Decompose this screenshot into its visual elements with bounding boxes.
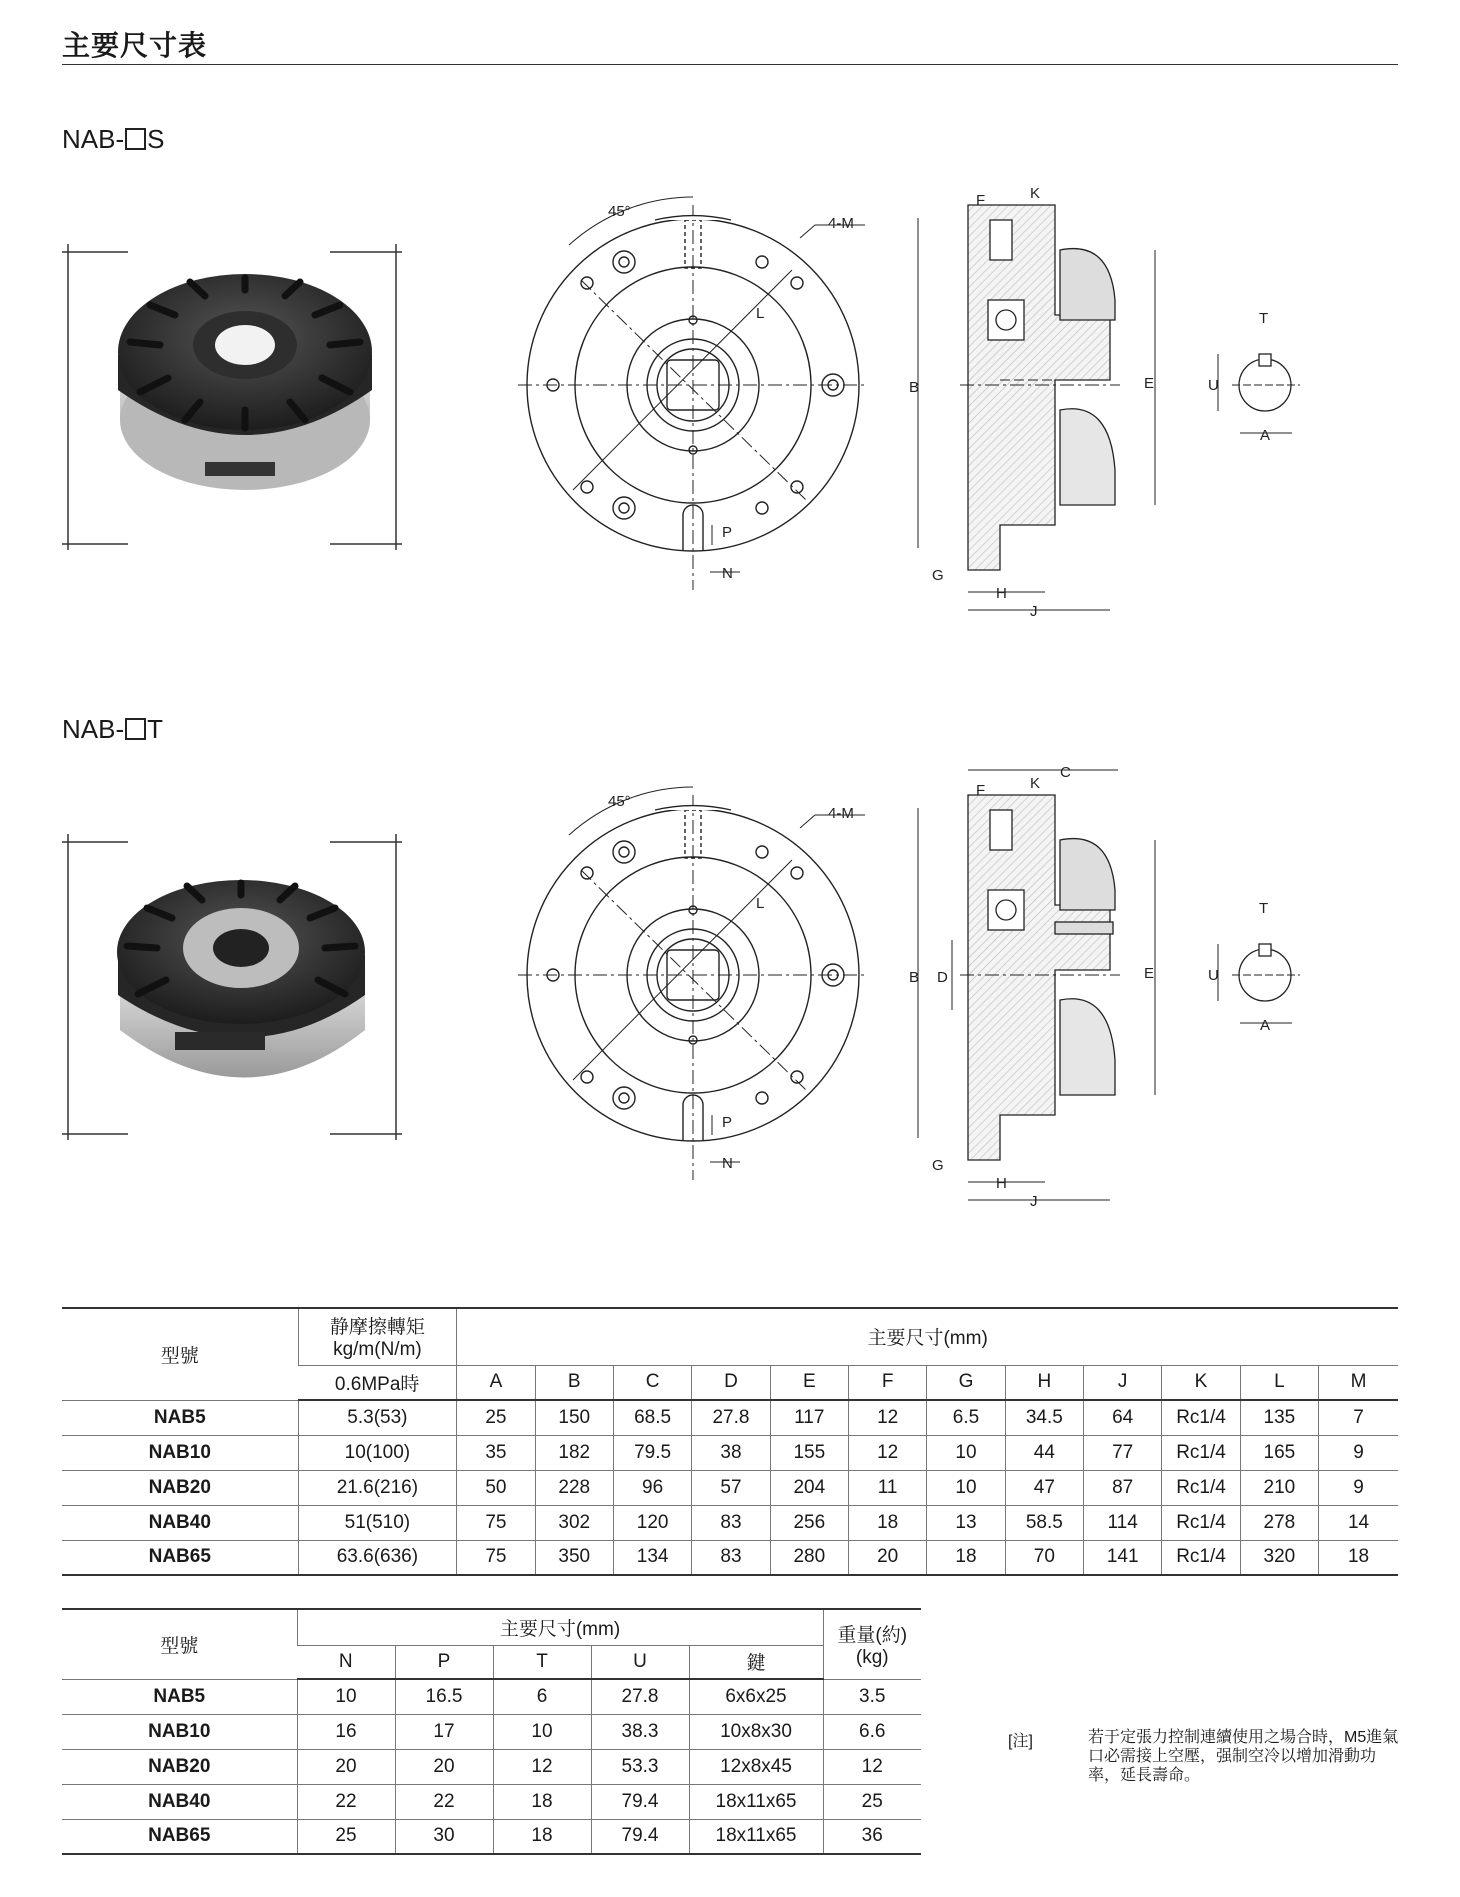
table1-col-header: C (613, 1365, 691, 1400)
table1-col-header: M (1319, 1365, 1398, 1400)
weight-header-line1: 重量(約) (837, 1624, 908, 1646)
value-cell: 44 (1005, 1435, 1083, 1470)
dim-F: F (976, 782, 986, 799)
value-cell: 256 (770, 1505, 848, 1540)
value-cell: 14 (1319, 1505, 1398, 1540)
torque-cell: 21.6(216) (298, 1470, 457, 1505)
value-cell: 18x11x65 (689, 1784, 823, 1819)
value-cell: 25 (457, 1400, 535, 1435)
value-cell: 210 (1240, 1470, 1318, 1505)
value-cell: 75 (457, 1505, 535, 1540)
table1-col-header: K (1162, 1365, 1240, 1400)
value-cell: 12x8x45 (689, 1749, 823, 1784)
torque-subheader: 0.6MPa時 (298, 1365, 457, 1400)
product-photo-s (62, 244, 402, 550)
value-cell: 6.5 (927, 1400, 1005, 1435)
table2-model-header: 型號 (62, 1609, 297, 1679)
page-title: 主要尺寸表 (62, 30, 208, 61)
dim-holes: 4-M (828, 805, 854, 822)
value-cell: 77 (1084, 1435, 1162, 1470)
table2-col-header: 鍵 (689, 1645, 823, 1679)
table1-col-header: J (1084, 1365, 1162, 1400)
table-row (62, 1470, 1398, 1505)
dim-E: E (1144, 965, 1155, 982)
value-cell: 12 (493, 1749, 591, 1784)
dim-D: D (937, 969, 948, 986)
value-cell: 10 (297, 1679, 395, 1714)
table2-col-header: P (395, 1645, 493, 1679)
dim-J: J (1030, 603, 1038, 620)
value-cell: 30 (395, 1819, 493, 1854)
weight-cell: 6.6 (823, 1714, 921, 1749)
value-cell: Rc1/4 (1162, 1540, 1240, 1575)
value-cell: 182 (535, 1435, 613, 1470)
value-cell: 57 (692, 1470, 770, 1505)
table1-col-header: E (770, 1365, 848, 1400)
front-view-t (518, 787, 868, 1180)
value-cell: 18 (927, 1540, 1005, 1575)
keyway-detail-s (1218, 354, 1300, 433)
value-cell: 22 (395, 1784, 493, 1819)
value-cell: 18 (1319, 1540, 1398, 1575)
value-cell: 79.5 (613, 1435, 691, 1470)
value-cell: 20 (848, 1540, 926, 1575)
section-view-t (918, 770, 1155, 1200)
value-cell: 50 (457, 1470, 535, 1505)
value-cell: 120 (613, 1505, 691, 1540)
model-cell: NAB65 (62, 1819, 297, 1854)
section-label-suffix: S (147, 124, 165, 154)
value-cell: 20 (395, 1749, 493, 1784)
note-text: 若于定張力控制連續使用之場合時，M5進氣口必需接上空壓，强制空冷以增加滑動功率，延長壽命。 (1088, 1729, 1399, 1784)
value-cell: 17 (395, 1714, 493, 1749)
keyway-s-labels (1208, 310, 1270, 444)
value-cell: 6x6x25 (689, 1679, 823, 1714)
dim-T: T (1259, 900, 1269, 917)
table1-col-header: L (1240, 1365, 1318, 1400)
dim-J: J (1030, 1193, 1038, 1210)
value-cell: 53.3 (591, 1749, 689, 1784)
value-cell: 9 (1319, 1470, 1398, 1505)
dim-C: C (1060, 764, 1071, 781)
value-cell: 27.8 (591, 1679, 689, 1714)
model-cell: NAB20 (62, 1470, 298, 1505)
dim-N: N (722, 565, 733, 582)
dim-A: A (1260, 427, 1271, 444)
weight-cell: 36 (823, 1819, 921, 1854)
value-cell: 79.4 (591, 1784, 689, 1819)
value-cell: 135 (1240, 1400, 1318, 1435)
value-cell: 83 (692, 1540, 770, 1575)
dim-H: H (996, 585, 1007, 602)
table1-col-header: A (457, 1365, 535, 1400)
value-cell: 12 (848, 1435, 926, 1470)
value-cell: 7 (1319, 1400, 1398, 1435)
value-cell: 280 (770, 1540, 848, 1575)
section-label-prefix: NAB- (62, 714, 125, 744)
value-cell: 114 (1084, 1505, 1162, 1540)
value-cell: 12 (848, 1400, 926, 1435)
value-cell: 10x8x30 (689, 1714, 823, 1749)
table-row (62, 1784, 921, 1819)
value-cell: 64 (1084, 1400, 1162, 1435)
value-cell: 150 (535, 1400, 613, 1435)
value-cell: 22 (297, 1784, 395, 1819)
model-cell: NAB10 (62, 1714, 297, 1749)
dim-U: U (1208, 377, 1219, 394)
table-row (62, 1819, 921, 1854)
value-cell: 350 (535, 1540, 613, 1575)
value-cell: 278 (1240, 1505, 1318, 1540)
dim-G: G (932, 567, 944, 584)
dim-L: L (756, 305, 765, 322)
dim-angle: 45° (608, 203, 631, 220)
value-cell: 83 (692, 1505, 770, 1540)
table2-col-header: U (591, 1645, 689, 1679)
table1-model-header: 型號 (62, 1308, 298, 1400)
torque-cell: 51(510) (298, 1505, 457, 1540)
value-cell: 204 (770, 1470, 848, 1505)
value-cell: 10 (493, 1714, 591, 1749)
value-cell: 38 (692, 1435, 770, 1470)
value-cell: 47 (1005, 1470, 1083, 1505)
dim-B: B (909, 969, 920, 986)
value-cell: 58.5 (1005, 1505, 1083, 1540)
product-photo-t (62, 834, 402, 1140)
value-cell: 10 (927, 1470, 1005, 1505)
value-cell: 35 (457, 1435, 535, 1470)
model-cell: NAB5 (62, 1400, 298, 1435)
table-row (62, 1714, 921, 1749)
table2-weight-header (823, 1609, 921, 1679)
value-cell: 27.8 (692, 1400, 770, 1435)
value-cell: 16 (297, 1714, 395, 1749)
value-cell: 9 (1319, 1435, 1398, 1470)
dim-H: H (996, 1175, 1007, 1192)
model-cell: NAB10 (62, 1435, 298, 1470)
value-cell: 79.4 (591, 1819, 689, 1854)
torque-cell: 5.3(53) (298, 1400, 457, 1435)
value-cell: 18x11x65 (689, 1819, 823, 1854)
table2-dims-header: 主要尺寸(mm) (297, 1609, 823, 1645)
torque-header-line2: kg/m(N/m) (333, 1339, 422, 1361)
dim-T: T (1259, 310, 1269, 327)
value-cell: 87 (1084, 1470, 1162, 1505)
dim-K: K (1030, 185, 1041, 202)
value-cell: 75 (457, 1540, 535, 1575)
front-view-s (518, 197, 868, 590)
dim-holes: 4-M (828, 215, 854, 232)
table1-col-header: H (1005, 1365, 1083, 1400)
dim-P: P (722, 524, 733, 541)
table1-col-header: G (927, 1365, 1005, 1400)
table-row (62, 1505, 1398, 1540)
value-cell: 10 (927, 1435, 1005, 1470)
weight-cell: 3.5 (823, 1679, 921, 1714)
table2-col-header: T (493, 1645, 591, 1679)
value-cell: Rc1/4 (1162, 1435, 1240, 1470)
section-view-s (918, 205, 1155, 610)
keyway-detail-t (1218, 944, 1300, 1023)
value-cell: 20 (297, 1749, 395, 1784)
dimension-table-2 (62, 1608, 921, 1855)
dim-F: F (976, 192, 986, 209)
dim-A: A (1260, 1017, 1271, 1034)
model-cell: NAB5 (62, 1679, 297, 1714)
section-label-suffix: T (147, 714, 164, 744)
table1-col-header: D (692, 1365, 770, 1400)
value-cell: 70 (1005, 1540, 1083, 1575)
table-row (62, 1540, 1398, 1575)
dimension-table-1 (62, 1307, 1398, 1576)
dim-L: L (756, 895, 765, 912)
model-cell: NAB65 (62, 1540, 298, 1575)
value-cell: 68.5 (613, 1400, 691, 1435)
value-cell: 320 (1240, 1540, 1318, 1575)
model-cell: NAB40 (62, 1505, 298, 1540)
value-cell: 38.3 (591, 1714, 689, 1749)
value-cell: 165 (1240, 1435, 1318, 1470)
dim-P: P (722, 1114, 733, 1131)
value-cell: 96 (613, 1470, 691, 1505)
note-tag: [注] (1008, 1733, 1033, 1750)
table1-col-header: F (848, 1365, 926, 1400)
value-cell: 18 (493, 1784, 591, 1819)
value-cell: 18 (848, 1505, 926, 1540)
weight-cell: 25 (823, 1784, 921, 1819)
table2-col-header: N (297, 1645, 395, 1679)
value-cell: 11 (848, 1470, 926, 1505)
value-cell: 34.5 (1005, 1400, 1083, 1435)
dim-angle: 45° (608, 793, 631, 810)
dim-E: E (1144, 375, 1155, 392)
value-cell: 134 (613, 1540, 691, 1575)
table-row (62, 1435, 1398, 1470)
dim-N: N (722, 1155, 733, 1172)
front-view-t-labels (608, 793, 854, 1172)
value-cell: 117 (770, 1400, 848, 1435)
weight-header-line2: (kg) (855, 1646, 889, 1668)
value-cell: 155 (770, 1435, 848, 1470)
table-row (62, 1679, 921, 1714)
model-cell: NAB20 (62, 1749, 297, 1784)
value-cell: 141 (1084, 1540, 1162, 1575)
torque-cell: 63.6(636) (298, 1540, 457, 1575)
value-cell: 6 (493, 1679, 591, 1714)
weight-cell: 12 (823, 1749, 921, 1784)
value-cell: 16.5 (395, 1679, 493, 1714)
section-label-prefix: NAB- (62, 124, 125, 154)
value-cell: 25 (297, 1819, 395, 1854)
value-cell: Rc1/4 (1162, 1505, 1240, 1540)
torque-header-line1: 静摩擦轉矩 (329, 1317, 425, 1339)
table-row (62, 1400, 1398, 1435)
keyway-t-labels (1208, 900, 1270, 1034)
value-cell: 18 (493, 1819, 591, 1854)
value-cell: Rc1/4 (1162, 1400, 1240, 1435)
table1-col-header: B (535, 1365, 613, 1400)
front-view-s-labels (608, 203, 854, 582)
model-cell: NAB40 (62, 1784, 297, 1819)
value-cell: 13 (927, 1505, 1005, 1540)
table1-dims-header: 主要尺寸(mm) (457, 1308, 1398, 1365)
value-cell: Rc1/4 (1162, 1470, 1240, 1505)
value-cell: 228 (535, 1470, 613, 1505)
torque-cell: 10(100) (298, 1435, 457, 1470)
dim-G: G (932, 1157, 944, 1174)
table-row (62, 1749, 921, 1784)
table1-torque-header (298, 1308, 457, 1365)
value-cell: 302 (535, 1505, 613, 1540)
dim-K: K (1030, 775, 1041, 792)
dim-B: B (909, 379, 920, 396)
dim-U: U (1208, 967, 1219, 984)
